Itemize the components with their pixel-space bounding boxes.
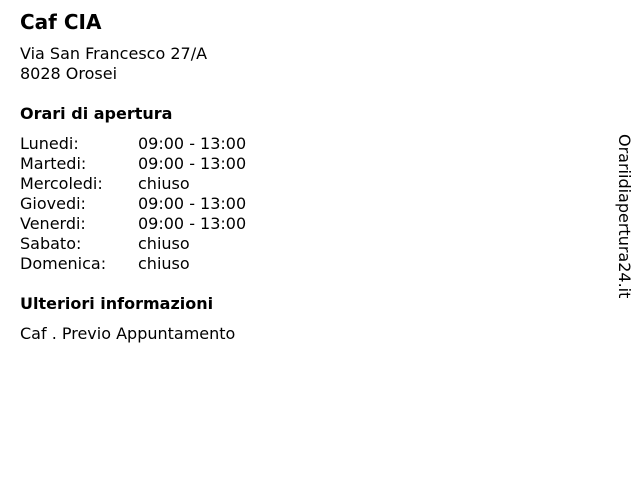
day-label: Sabato: [20,234,82,253]
day-label: Mercoledi: [20,174,103,193]
hours-row-friday [20,214,246,234]
time-value: 09:00 - 13:00 [138,194,247,213]
time-value: chiuso [138,254,190,273]
address-street: Via San Francesco 27/A [20,44,208,63]
business-address [20,44,207,84]
hours-row-monday [20,134,246,154]
hours-row-tuesday [20,154,246,174]
site-watermark: Orariidiapertura24.it [615,134,634,299]
hours-row-sunday [20,254,246,274]
time-value: chiuso [138,174,190,193]
business-name: Caf CIA [20,10,102,34]
hours-row-saturday [20,234,246,254]
day-label: Giovedi: [20,194,86,213]
day-label: Lunedi: [20,134,79,153]
time-value: 09:00 - 13:00 [138,214,247,233]
time-value: chiuso [138,234,190,253]
address-city: 8028 Orosei [20,64,118,83]
hours-row-wednesday [20,174,246,194]
hours-row-thursday [20,194,246,214]
time-value: 09:00 - 13:00 [138,154,247,173]
opening-hours-table [20,134,246,274]
opening-hours-heading: Orari di apertura [20,104,173,123]
more-info-text: Caf . Previo Appuntamento [20,324,236,343]
more-info-heading: Ulteriori informazioni [20,294,214,313]
day-label: Domenica: [20,254,107,273]
day-label: Martedi: [20,154,87,173]
day-label: Venerdi: [20,214,86,233]
time-value: 09:00 - 13:00 [138,134,247,153]
